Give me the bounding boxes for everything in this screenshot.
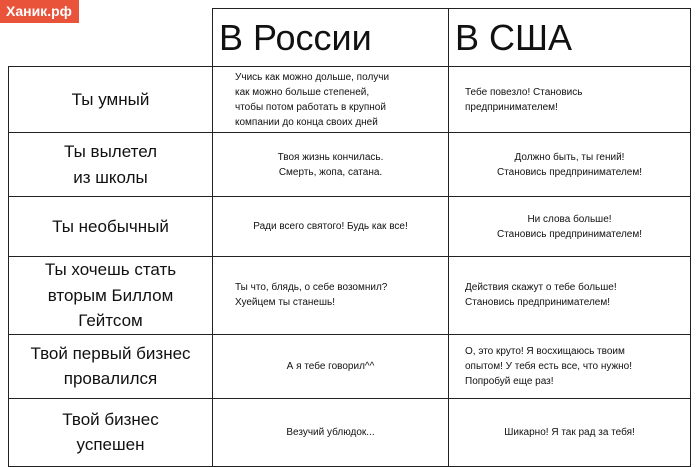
table-row [9, 257, 691, 335]
usa-response-cell: Тебе повезло! Становись предпринимателем! [449, 67, 691, 133]
header-row [9, 9, 691, 67]
usa-response-cell: Действия скажут о тебе больше! Становись предпринимателем! [449, 257, 691, 335]
table-row [9, 398, 691, 466]
russia-response-cell: Учись как можно дольше, получи как можно больше степеней, чтобы потом работать в крупной компании до конца своих дней [213, 67, 449, 133]
usa-response-cell: Ни слова больше! Становись предпринимателем! [449, 197, 691, 257]
table-row [9, 133, 691, 197]
russia-response-cell: Везучий ублюдок... [213, 398, 449, 466]
situation-cell: Твой бизнес успешен [9, 398, 213, 466]
header-russia: В России [219, 16, 372, 58]
situation-cell: Ты умный [9, 67, 213, 133]
russia-response-cell: Ты что, блядь, о себе возомнил? Хуейцем ты станешь! [213, 257, 449, 335]
situation-cell: Ты необычный [9, 197, 213, 257]
usa-response-cell: О, это круто! Я восхищаюсь твоим опытом! У тебя есть все, что нужно! Попробуй еще раз! [449, 334, 691, 398]
russia-response-cell: А я тебе говорил^^ [213, 334, 449, 398]
site-watermark: Ханик.рф [0, 0, 79, 23]
russia-response-cell: Ради всего святого! Будь как все! [213, 197, 449, 257]
usa-response-cell: Должно быть, ты гений! Становись предпринимателем! [449, 133, 691, 197]
situation-cell: Твой первый бизнес провалился [9, 334, 213, 398]
header-usa-cell [449, 9, 691, 67]
situation-cell: Ты вылетел из школы [9, 133, 213, 197]
table-row [9, 67, 691, 133]
table-row [9, 334, 691, 398]
header-usa: В США [455, 16, 573, 58]
table-row [9, 197, 691, 257]
russia-response-cell: Твоя жизнь кончилась. Смерть, жопа, сатана. [213, 133, 449, 197]
usa-response-cell: Шикарно! Я так рад за тебя! [449, 398, 691, 466]
comparison-table [8, 8, 691, 467]
header-russia-cell [213, 9, 449, 67]
situation-cell: Ты хочешь стать вторым Биллом Гейтсом [9, 257, 213, 335]
